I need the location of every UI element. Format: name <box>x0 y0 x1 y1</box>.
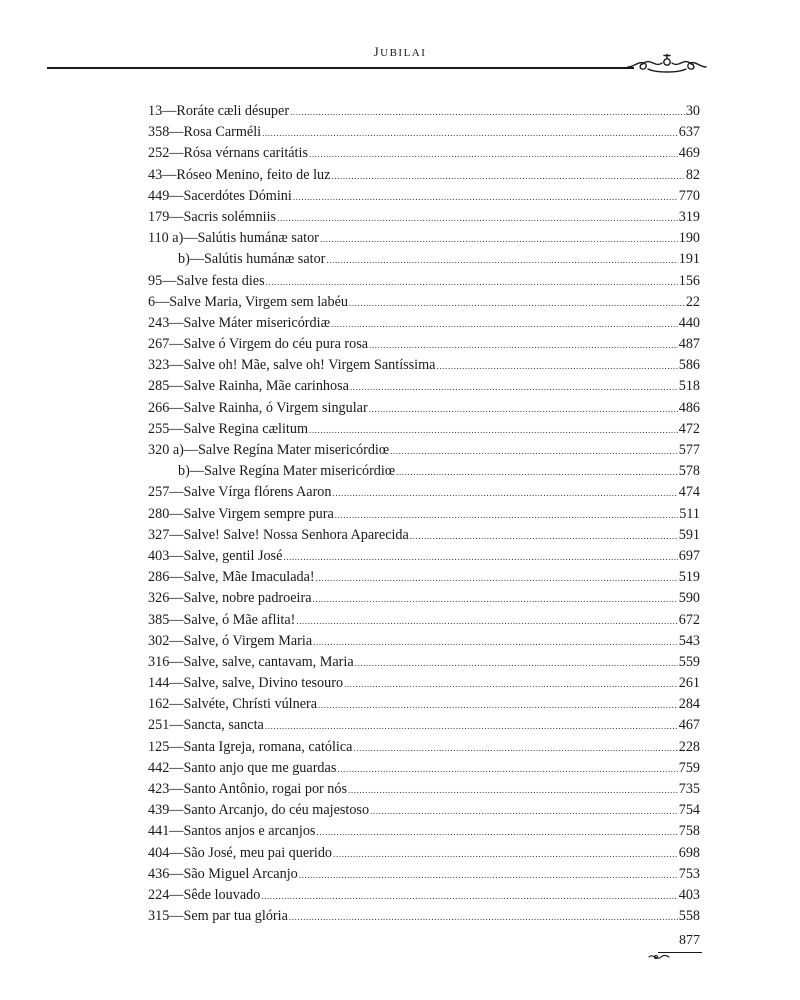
toc-entry-title: 267—Salve ó Virgem do céu pura rosa <box>148 336 369 353</box>
dot-leader <box>316 568 678 589</box>
toc-entry <box>148 694 700 715</box>
toc-entry-page: 753 <box>678 865 700 882</box>
toc-entry-page: 440 <box>678 314 700 331</box>
dot-leader <box>289 907 678 928</box>
toc-entry-page: 770 <box>678 187 700 204</box>
toc-entry-title: 302—Salve, ó Virgem Maria <box>148 632 313 649</box>
toc-entry <box>148 207 700 228</box>
dot-leader <box>262 123 678 144</box>
toc-entry <box>148 504 700 525</box>
dot-leader <box>331 314 678 335</box>
toc-entry-title: 442—Santo anjo que me guardas <box>148 759 337 776</box>
toc-entry-title: 280—Salve Virgem sempre pura <box>148 505 334 522</box>
toc-entry-page: 698 <box>678 844 700 861</box>
toc-entry-page: 261 <box>678 675 700 692</box>
toc-entry-title: 286—Salve, Mãe Imaculada! <box>148 569 315 586</box>
toc-entry-page: 319 <box>678 208 700 225</box>
dot-leader <box>333 844 678 865</box>
toc-entry-page: 519 <box>678 569 700 586</box>
toc-entry <box>148 122 700 143</box>
toc-entry-page: 759 <box>678 759 700 776</box>
toc-entry <box>148 843 700 864</box>
dot-leader <box>370 801 678 822</box>
toc-entry-title: 257—Salve Vírga flórens Aaron <box>148 484 332 501</box>
dot-leader <box>266 272 678 293</box>
toc-entry <box>148 800 700 821</box>
toc-entry-title: 110 a)—Salútis humánæ sator <box>148 230 319 247</box>
toc-entry-title: 436—São Miguel Arcanjo <box>148 865 298 882</box>
toc-entry-title: 251—Sancta, sancta <box>148 717 264 734</box>
toc-entry-page: 591 <box>678 526 700 543</box>
toc-entry-title: 403—Salve, gentil José <box>148 547 283 564</box>
table-of-contents <box>148 101 700 927</box>
toc-entry-page: 637 <box>678 124 700 141</box>
toc-entry-page: 156 <box>678 272 700 289</box>
toc-entry-page: 558 <box>678 908 700 925</box>
scroll-flourish-icon <box>626 52 708 76</box>
header-rule <box>47 67 634 69</box>
dot-leader <box>350 377 678 398</box>
dot-leader <box>410 526 678 547</box>
toc-entry <box>148 334 700 355</box>
dot-leader <box>436 356 677 377</box>
toc-entry-page: 586 <box>678 357 700 374</box>
toc-entry-title: 326—Salve, nobre padroeira <box>148 590 312 607</box>
toc-entry-title: 162—Salvéte, Chrísti vúlnera <box>148 696 318 713</box>
toc-entry <box>148 482 700 503</box>
toc-entry-page: 22 <box>685 293 700 310</box>
dot-leader <box>369 399 678 420</box>
toc-entry <box>148 398 700 419</box>
toc-entry <box>148 461 700 482</box>
toc-entry-title: 125—Santa Igreja, romana, católica <box>148 738 353 755</box>
toc-entry-title: 441—Santos anjos e arcanjos <box>148 823 316 840</box>
toc-entry <box>148 567 700 588</box>
toc-entry-page: 590 <box>678 590 700 607</box>
toc-entry <box>148 610 700 631</box>
toc-entry-title: 252—Rósa vérnans caritátis <box>148 145 308 162</box>
dot-leader <box>396 462 678 483</box>
toc-entry <box>148 737 700 758</box>
toc-entry-title: 449—Sacerdótes Dómini <box>148 187 292 204</box>
toc-entry-page: 697 <box>678 547 700 564</box>
toc-entry <box>148 440 700 461</box>
toc-entry-title: b)—Salútis humánæ sator <box>178 251 326 268</box>
toc-entry-page: 469 <box>678 145 700 162</box>
toc-entry-title: 323—Salve oh! Mãe, salve oh! Virgem Santíssima <box>148 357 436 374</box>
dot-leader <box>344 674 678 695</box>
toc-entry <box>148 186 700 207</box>
dot-leader <box>293 187 678 208</box>
toc-entry-title: 385—Salve, ó Mãe aflita! <box>148 611 296 628</box>
toc-entry-page: 559 <box>678 653 700 670</box>
toc-entry-title: 266—Salve Rainha, ó Virgem singular <box>148 399 368 416</box>
running-header-initial: J <box>373 44 381 59</box>
dot-leader <box>296 611 677 632</box>
dot-leader <box>337 759 677 780</box>
toc-entry <box>148 419 700 440</box>
toc-entry-page: 543 <box>678 632 700 649</box>
toc-entry-title: 243—Salve Máter misericórdiæ <box>148 314 331 331</box>
toc-entry-title: 144—Salve, salve, Divino tesouro <box>148 675 344 692</box>
dot-leader <box>316 822 677 843</box>
toc-entry-page: 467 <box>678 717 700 734</box>
dot-leader <box>261 886 677 907</box>
toc-entry <box>148 313 700 334</box>
toc-entry-page: 577 <box>678 442 700 458</box>
toc-entry-page: 474 <box>678 484 700 501</box>
toc-entry-title: 95—Salve festa dies <box>148 272 265 289</box>
toc-entry <box>148 588 700 609</box>
dot-leader <box>335 505 678 526</box>
dot-leader <box>348 780 678 801</box>
toc-entry <box>148 101 700 122</box>
dot-leader <box>369 335 678 356</box>
toc-entry-page: 284 <box>678 696 700 713</box>
toc-entry <box>148 779 700 800</box>
dot-leader <box>290 102 685 123</box>
toc-entry <box>148 821 700 842</box>
small-flourish-icon <box>648 950 670 964</box>
dot-leader <box>277 208 678 229</box>
dot-leader <box>320 229 678 250</box>
toc-entry <box>148 885 700 906</box>
toc-entry-title: 285—Salve Rainha, Mãe carinhosa <box>148 378 349 395</box>
toc-entry <box>148 758 700 779</box>
toc-entry-title: 315—Sem par tua glória <box>148 908 288 925</box>
toc-entry <box>148 715 700 736</box>
toc-entry-page: 472 <box>678 420 700 437</box>
toc-entry-title: 423—Santo Antônio, rogai por nós <box>148 781 348 797</box>
toc-entry <box>148 271 700 292</box>
toc-entry-page: 578 <box>678 463 700 480</box>
dot-leader <box>331 166 684 187</box>
toc-entry <box>148 165 700 186</box>
toc-entry-title: 404—São José, meu pai querido <box>148 844 333 861</box>
toc-entry <box>148 143 700 164</box>
toc-entry-page: 754 <box>678 802 700 819</box>
toc-entry-page: 758 <box>678 823 700 840</box>
toc-entry-page: 518 <box>678 378 700 395</box>
toc-entry-page: 191 <box>678 251 700 268</box>
dot-leader <box>309 144 678 165</box>
toc-entry <box>148 228 700 249</box>
toc-entry-title: 316—Salve, salve, cantavam, Maria <box>148 653 354 670</box>
toc-entry-title: 320 a)—Salve Regína Mater misericórdiœ <box>148 442 390 458</box>
dot-leader <box>353 738 677 759</box>
toc-entry-title: 255—Salve Regina cælitum <box>148 420 308 437</box>
toc-entry-title: 327—Salve! Salve! Nossa Senhora Aparecida <box>148 526 409 543</box>
toc-entry <box>148 546 700 567</box>
toc-entry <box>148 249 700 270</box>
toc-entry <box>148 673 700 694</box>
toc-entry <box>148 906 700 927</box>
dot-leader <box>309 420 678 441</box>
toc-entry <box>148 525 700 546</box>
dot-leader <box>390 441 678 462</box>
dot-leader <box>333 483 678 504</box>
dot-leader <box>355 653 678 674</box>
toc-entry-title: 224—Sêde louvado <box>148 886 261 903</box>
dot-leader <box>313 632 678 653</box>
toc-entry-page: 487 <box>678 336 700 353</box>
toc-entry <box>148 292 700 313</box>
toc-entry-title: 439—Santo Arcanjo, do céu majestoso <box>148 802 370 819</box>
toc-entry-title: 179—Sacris solémniis <box>148 208 277 225</box>
toc-entry <box>148 355 700 376</box>
toc-entry <box>148 631 700 652</box>
toc-entry-title: 358—Rosa Carméli <box>148 124 262 141</box>
dot-leader <box>313 589 678 610</box>
toc-entry <box>148 652 700 673</box>
toc-entry-page: 403 <box>678 886 700 903</box>
toc-entry-page: 190 <box>678 230 700 247</box>
toc-entry <box>148 864 700 885</box>
toc-entry-title: 13—Roráte cæli désuper <box>148 103 290 119</box>
dot-leader <box>283 547 677 568</box>
toc-entry-page: 82 <box>685 166 700 183</box>
toc-entry-page: 672 <box>678 611 700 628</box>
dot-leader <box>349 293 685 314</box>
toc-entry-page: 486 <box>678 399 700 416</box>
dot-leader <box>318 695 678 716</box>
dot-leader <box>265 716 678 737</box>
toc-entry <box>148 376 700 397</box>
toc-entry-page: 228 <box>678 738 700 755</box>
page-number: 877 <box>679 933 700 948</box>
toc-entry-page: 30 <box>685 103 700 119</box>
toc-entry-page: 735 <box>678 781 700 797</box>
running-header-rest: UBILAI <box>380 47 427 59</box>
dot-leader <box>326 250 677 271</box>
dot-leader <box>299 865 678 886</box>
toc-entry-page: 511 <box>679 505 700 522</box>
toc-entry-title: 43—Róseo Menino, feito de luz <box>148 166 331 183</box>
toc-entry-title: b)—Salve Regína Mater misericórdiœ <box>178 463 396 480</box>
toc-entry-title: 6—Salve Maria, Virgem sem labéu <box>148 293 348 310</box>
